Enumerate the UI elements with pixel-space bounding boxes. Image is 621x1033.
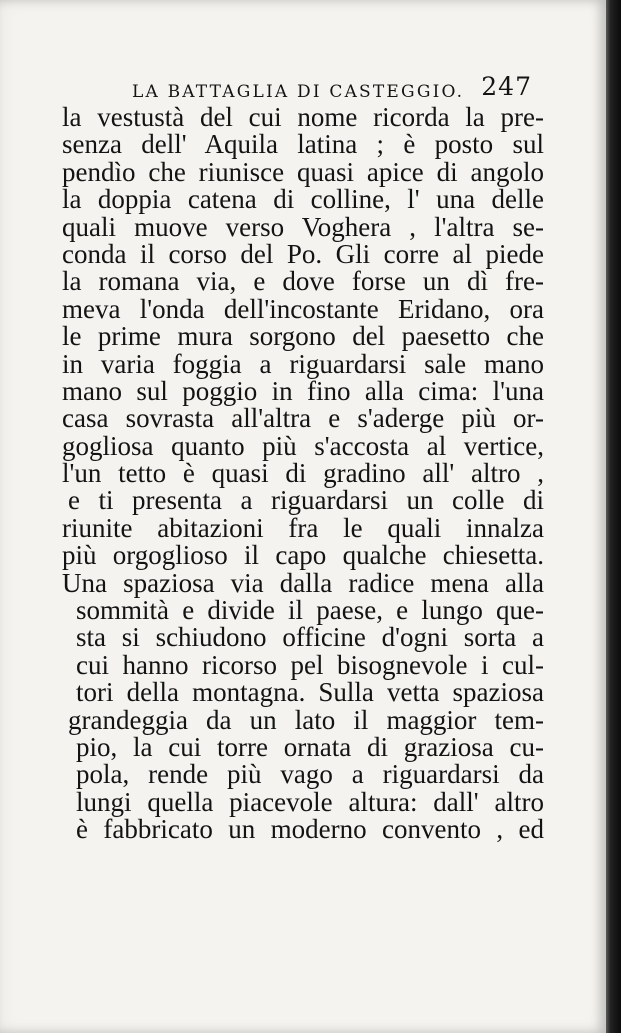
text-line: cui hanno ricorso pel bisognevole i cul- — [76, 649, 544, 680]
text-line: sommità e divide il paese, e lungo que- — [76, 595, 544, 626]
running-title: LA BATTAGLIA DI CASTEGGIO. — [132, 82, 465, 102]
page-header — [132, 72, 542, 106]
page-edge-shadow — [606, 0, 621, 1033]
text-line: sta si schiudono officine d'ogni sorta a — [76, 622, 544, 653]
text-line: è fabbricato un moderno convento , ed — [76, 814, 544, 845]
text-line: pendìo che riunisce quasi apice di angolo — [62, 156, 544, 187]
text-line: grandeggia da un lato il maggior tem- — [68, 704, 544, 735]
text-line: mano sul poggio in fino alla cima: l'una — [62, 375, 544, 406]
text-line: pio, la cui torre ornata di graziosa cu- — [76, 731, 544, 762]
text-line: pola, rende più vago a riguardarsi da — [76, 759, 544, 790]
text-line: la doppia catena di colline, l' una delle — [62, 184, 544, 215]
text-line: lungi quella piacevole altura: dall' altro — [76, 786, 544, 817]
text-line: senza dell' Aquila latina ; è posto sul — [62, 129, 544, 160]
text-line: quali muove verso Voghera , l'altra se- — [62, 211, 544, 242]
text-line: più orgoglioso il capo qualche chiesetta. — [62, 540, 544, 571]
body-text — [62, 104, 544, 844]
text-line: gogliosa quanto più s'accosta al vertice, — [62, 430, 544, 461]
text-line: la romana via, e dove forse un dì fre- — [62, 266, 544, 297]
text-line: conda il corso del Po. Gli corre al piede — [62, 238, 544, 269]
text-line: la vestustà del cui nome ricorda la pre- — [62, 102, 544, 132]
text-line: casa sovrasta all'altra e s'aderge più or- — [62, 403, 544, 434]
text-line: le prime mura sorgono del paesetto che — [62, 321, 544, 352]
text-line: tori della montagna. Sulla vetta spaziosa — [76, 677, 544, 708]
text-line: riunite abitazioni fra le quali innalza — [62, 512, 544, 543]
text-line: in varia foggia a riguardarsi sale mano — [62, 348, 544, 379]
text-line: e ti presenta a riguardarsi un colle di — [68, 485, 544, 516]
text-line: meva l'onda dell'incostante Eridano, ora — [62, 293, 544, 324]
text-line: l'un tetto è quasi di gradino all' altro , — [62, 458, 544, 489]
text-line: Una spaziosa via dalla radice mena alla — [62, 567, 544, 598]
page-number: 247 — [481, 72, 532, 101]
